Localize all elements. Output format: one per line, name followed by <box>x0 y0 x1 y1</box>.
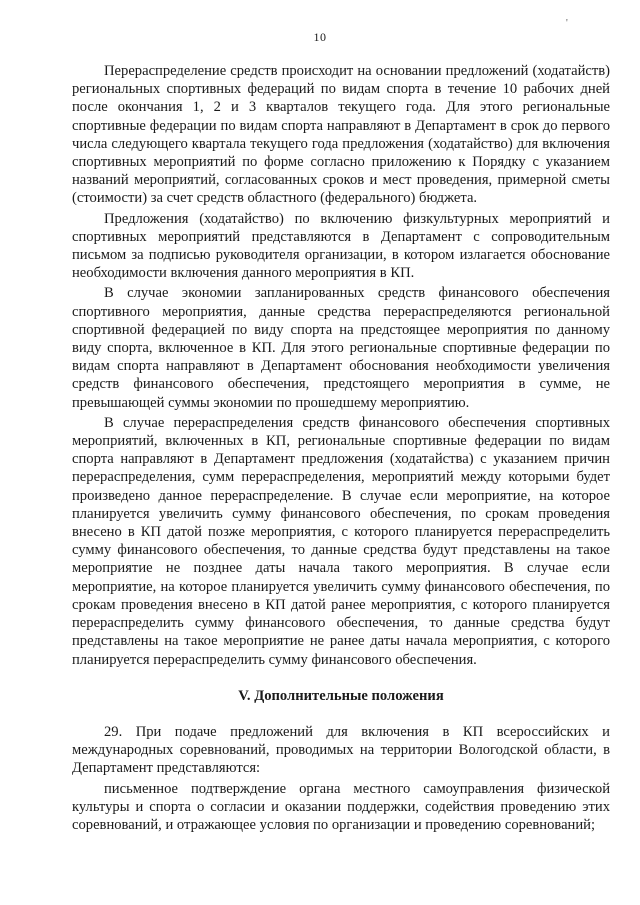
paragraph-item-29: 29. При подаче предложений для включения в КП всероссийских и международных соревнований, проводимых на территории Вологодской области, в Департамент представляются: <box>72 723 610 777</box>
paragraph-savings: В случае экономии запланированных средств финансового обеспечения спортивного мероприятия, данные средства перераспределяются региональной спортивной федерацией по виду спорта на предстоящее мероприятия по данному виду спорта, включенное в КП. Для этого региональные спортивные федерации по видам спорта направляют в Департамент обоснования необходимости увеличения средств финансового обеспечения, предстоящего мероприятия в сумме, не превышающей суммы экономии по прошедшему мероприятию. <box>72 285 610 411</box>
document-body <box>72 62 610 834</box>
paragraph-proposals-submission: Предложения (ходатайство) по включению физкультурных мероприятий и спортивных мероприятий представляются в Департамент с сопроводительным письмом за подписью руководителя организации, в котором излагается обоснование необходимости включения данного мероприятия в КП. <box>72 210 610 282</box>
section-heading: V. Дополнительные положения <box>238 687 444 704</box>
paragraph-redistribution-basis: Перераспределение средств происходит на основании предложений (ходатайств) региональных спортивных федераций по видам спорта в течение 10 рабочих дней после окончания 1, 2 и 3 кварталов текущего года. Для этого региональные спортивные федерации по видам спорта направляют в Департамент в срок до первого числа следующего квартала текущего года предложения (ходатайство) для включения спортивных мероприятий по форме согласно приложению к Порядку с указанием названий мероприятий, согласованных сроков и мест проведения, примерной сметы (стоимости) за счет средств областного (федерального) бюджета. <box>72 63 610 207</box>
page-number: 10 <box>313 30 327 44</box>
paragraph-written-confirmation: письменное подтверждение органа местного самоуправления физической культуры и спорта о согласии и оказании поддержки, содействия проведению этих соревнований, и отражающее условия по организации и проведению соревнований; <box>72 780 610 833</box>
paragraph-redistribution-cases: В случае перераспределения средств финансового обеспечения спортивных мероприятий, включенных в КП, региональные спортивные федерации по видам спорта направляют в Департамент предложения (ходатайства) с указанием причин перераспределения, сумм перераспределения, мероприятий между которыми будет произведено данное перераспределение. В случае если мероприятие, на которое планируется увеличить сумму финансового обеспечения, по срокам проведения внесено в КП датой позже мероприятия, с которого планируется перераспределить сумму финансового обеспечения, то данные средства будут представлены на такое мероприятие не позднее даты начала такого мероприятия. В случае если мероприятие, на которое планируется увеличить сумму финансового обеспечения, по срокам проведения внесено в КП датой ранее мероприятия, с которого планируется перераспределить сумму финансового обеспечения, то данные средства будут представлены на такое мероприятие не ранее даты начала мероприятия, с которого планируется перераспределить сумму финансового обеспечения. <box>72 414 610 668</box>
corner-mark: ' <box>566 18 568 29</box>
